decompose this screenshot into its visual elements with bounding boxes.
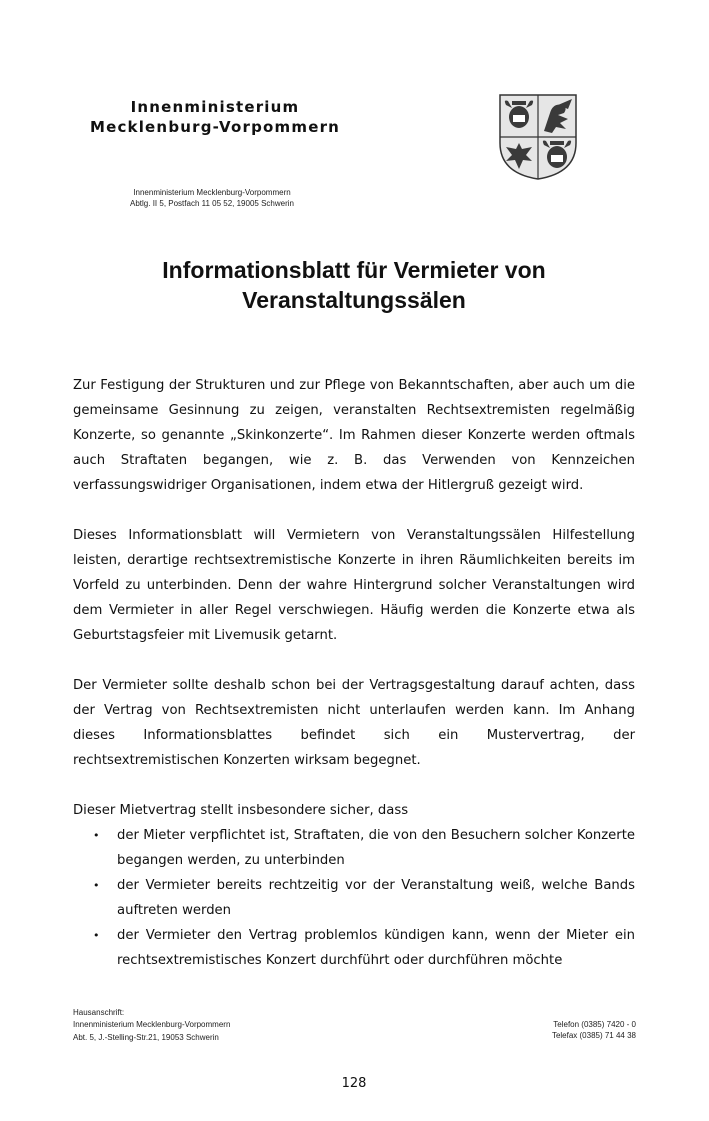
footer-phone: Telefon (0385) 7420 - 0 (553, 1020, 636, 1029)
bullet-list (73, 823, 635, 973)
bullet-icon: • (93, 879, 100, 892)
coat-of-arms-icon (498, 93, 578, 181)
footer-address-line1: Innenministerium Mecklenburg-Vorpommern (73, 1019, 231, 1029)
bullet-icon: • (93, 929, 100, 942)
footer-address (73, 1007, 333, 1044)
list-item-text: der Vermieter den Vertrag problemlos kündigen kann, wenn der Mieter ein rechtsextremistisches Konzert durchführt oder durchführen möchte (117, 928, 635, 968)
ministry-name (74, 97, 356, 137)
list-item (73, 873, 635, 923)
ministry-name-line1: Innenministerium (130, 98, 300, 116)
body-text (73, 373, 635, 973)
paragraph-1: Zur Festigung der Strukturen und zur Pflege von Bekanntschaften, aber auch um die gemeinsame Gesinnung zu zeigen, veranstalten Rechtsextremisten regelmäßig Konzerte, so genannte „Skinkonzerte“. Im Rahmen dieser Konzerte werden oftmals auch Straftaten begangen, wie z. B. das Verwenden von Kennzeichen verfassungswidriger Organisationen, indem etwa der Hitlergruß gezeigt wird. (73, 378, 635, 493)
page-number: 128 (341, 1076, 367, 1091)
footer-contact (455, 1019, 636, 1041)
sender-address (92, 187, 332, 209)
footer-address-label: Hausanschrift: (73, 1008, 125, 1017)
bullet-icon: • (93, 829, 100, 842)
document-title (74, 255, 634, 315)
ministry-name-line2: Mecklenburg-Vorpommern (89, 118, 341, 136)
paragraph-2: Dieses Informationsblatt will Vermietern von Veranstaltungssälen Hilfestellung leisten, derartige rechtsextremistische Konzerte in ihren Räumlichkeiten bereits im Vorfeld zu unterbinden. Denn der wahre Hintergrund solcher Veranstaltungen wird dem Vermieter in aller Regel verschwiegen. Häufig werden die Konzerte etwa als Geburtstagsfeier mit Livemusik getarnt. (73, 528, 635, 643)
list-item (73, 823, 635, 873)
list-item (73, 923, 635, 973)
sender-line1: Innenministerium Mecklenburg-Vorpommern (133, 188, 291, 197)
paragraph-3: Der Vermieter sollte deshalb schon bei der Vertragsgestaltung darauf achten, dass der Vertrag von Rechtsextremisten nicht unterlaufen werden kann. Im Anhang dieses Informationsblattes befindet sich ein Mustervertrag, der rechtsextremistischen Konzerten wirksam begegnet. (73, 678, 635, 768)
footer-address-line2: Abt. 5, J.-Stelling-Str.21, 19053 Schwerin (73, 1033, 219, 1042)
document-title-line2: Veranstaltungssälen (242, 287, 466, 313)
list-item-text: der Mieter verpflichtet ist, Straftaten, die von den Besuchern solcher Konzerte begangen werden, zu unterbinden (117, 828, 635, 868)
sender-line2: Abtlg. II 5, Postfach 11 05 52, 19005 Schwerin (130, 199, 294, 208)
document-title-line1: Informationsblatt für Vermieter von (162, 257, 546, 283)
list-intro: Dieser Mietvertrag stellt insbesondere sicher, dass (73, 803, 409, 818)
list-item-text: der Vermieter bereits rechtzeitig vor der Veranstaltung weiß, welche Bands auftreten werden (117, 878, 635, 918)
footer-fax: Telefax (0385) 71 44 38 (551, 1031, 636, 1040)
